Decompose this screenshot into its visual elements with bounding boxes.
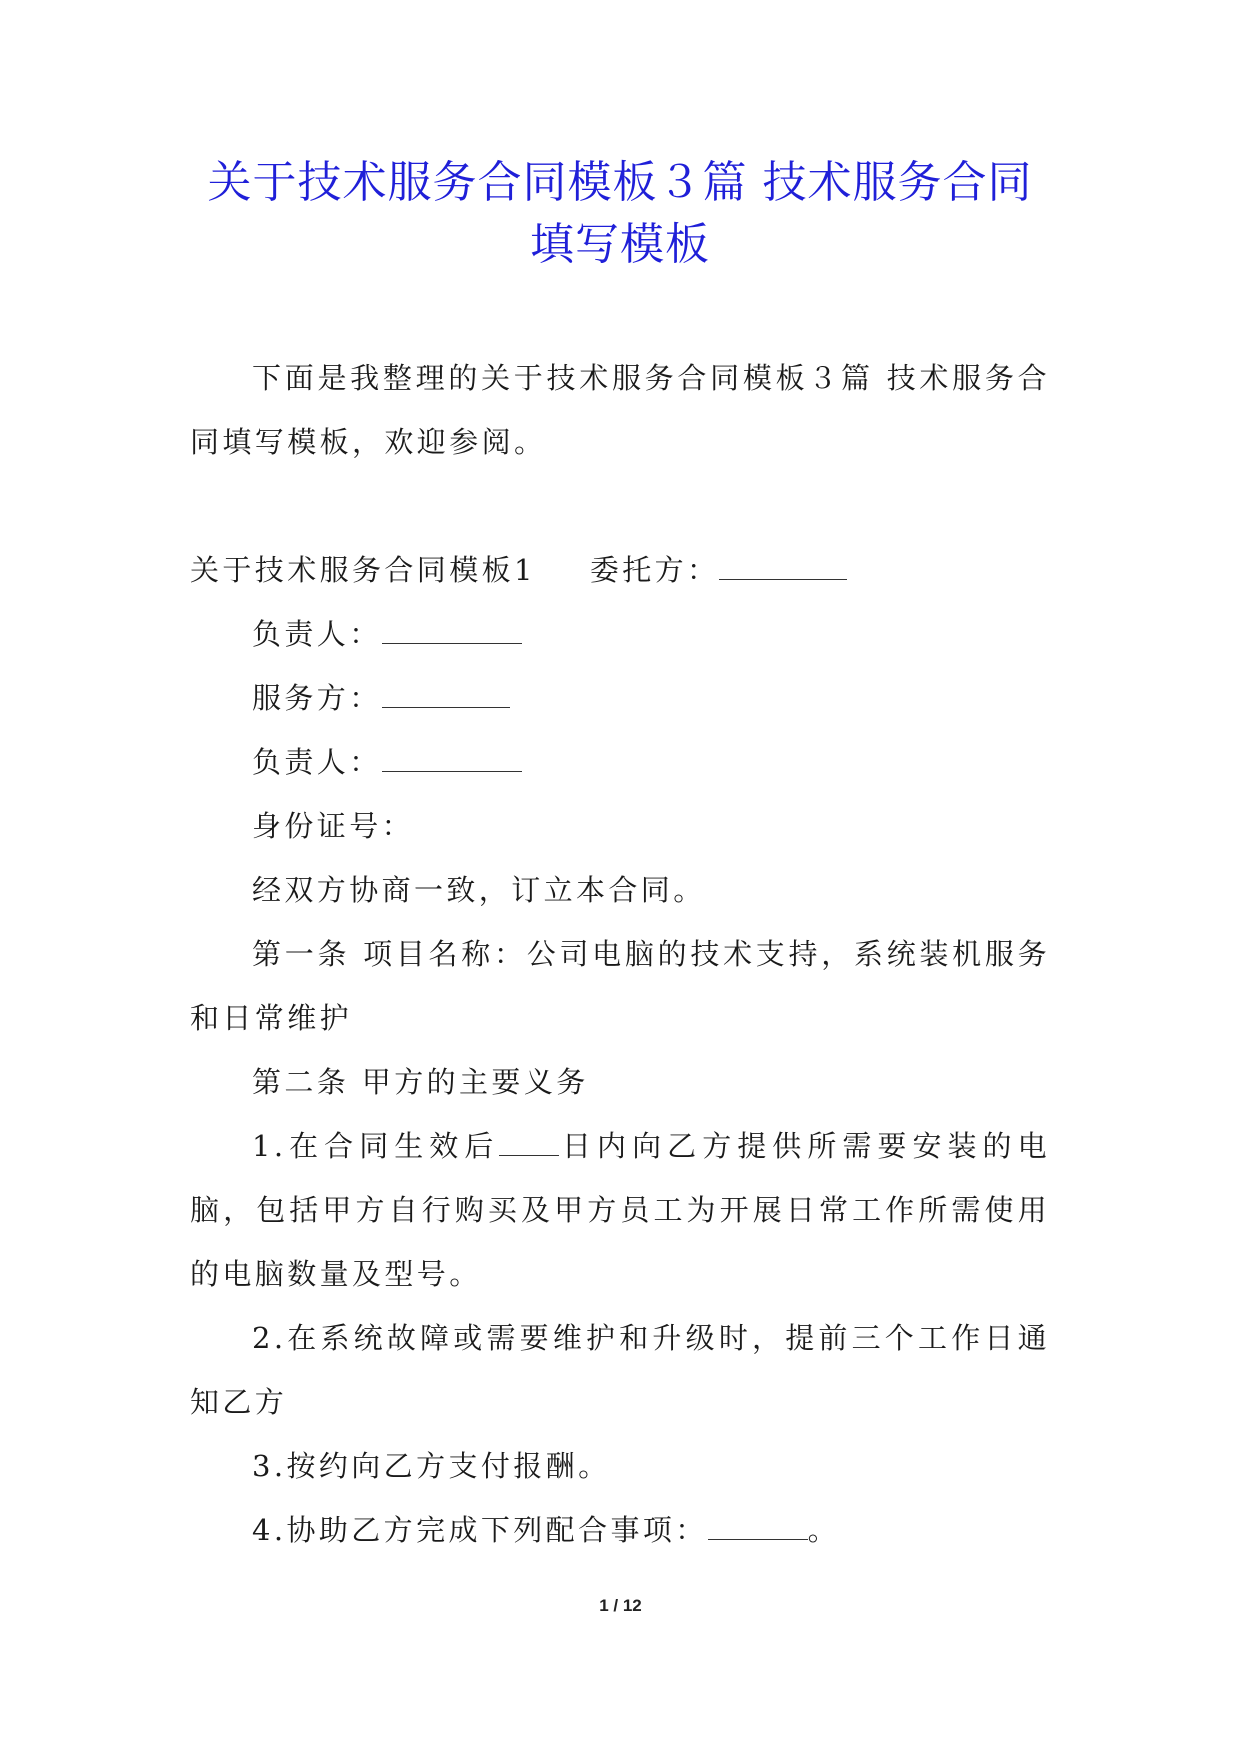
id-number-line <box>190 794 1050 858</box>
client-label: 委托方： <box>589 553 720 587</box>
template-heading-line <box>190 538 1050 602</box>
item-4-lead: 4.协助乙方完成下列配合事项： <box>252 1513 708 1547</box>
obligation-item-3: 3.按约向乙方支付报酬。 <box>252 1449 611 1483</box>
page-number: 1 / 12 <box>599 1596 642 1615</box>
client-rep-blank <box>382 621 522 644</box>
provider-blank <box>382 685 510 708</box>
article-2: 第二条 甲方的主要义务 <box>252 1065 589 1099</box>
client-rep-line <box>190 602 1050 666</box>
item-4-blank <box>708 1517 808 1540</box>
provider-rep-line <box>190 730 1050 794</box>
template-heading: 关于技术服务合同模板1 <box>190 553 536 587</box>
document-body <box>190 346 1050 1562</box>
provider-rep-label: 负责人： <box>252 745 382 779</box>
obligation-item-1 <box>190 1114 1050 1306</box>
agreement-paragraph: 经双方协商一致，订立本合同。 <box>252 873 706 907</box>
intro-paragraph: 下面是我整理的关于技术服务合同模板３篇 技术服务合同填写模板，欢迎参阅。 <box>190 361 1050 459</box>
provider-rep-blank <box>382 749 522 772</box>
article-1: 第一条 项目名称：公司电脑的技术支持，系统装机服务和日常维护 <box>190 937 1050 1035</box>
obligation-item-4 <box>190 1498 1050 1562</box>
client-blank <box>719 557 847 580</box>
obligation-item-2: 2.在系统故障或需要维护和升级时，提前三个工作日通知乙方 <box>190 1321 1050 1419</box>
item-4-end: 。 <box>807 1513 841 1547</box>
id-number-label: 身份证号： <box>252 809 415 843</box>
item-1-rest: 日内向乙方提供所需要安装的电脑，包括甲方自行购买及甲方员工为开展日常工作所需使用的电脑数量及型号。 <box>190 1129 1050 1291</box>
provider-line <box>190 666 1050 730</box>
document-title <box>190 152 1050 276</box>
provider-label: 服务方： <box>252 681 382 715</box>
title-line-1: 关于技术服务合同模板３篇 技术服务合同 <box>207 157 1033 208</box>
title-line-2: 填写模板 <box>530 219 710 270</box>
item-1-lead: 1.在合同生效后 <box>252 1129 500 1163</box>
item-1-days-blank <box>499 1133 559 1156</box>
client-rep-label: 负责人： <box>252 617 382 651</box>
